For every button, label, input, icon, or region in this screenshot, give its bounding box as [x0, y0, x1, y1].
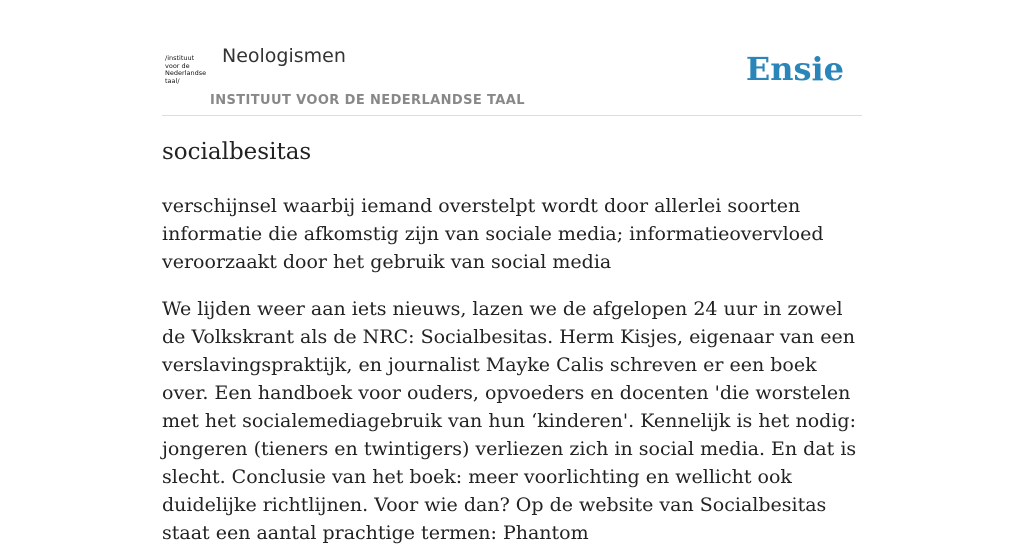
logo-line: /instituut [165, 54, 195, 62]
entry-body: We lijden weer aan iets nieuws, lazen we de afgelopen 24 uur in zowel de Volkskrant als de NRC: Socialbesitas. Herm Kisjes, eigenaar van een verslavingspraktijk, en journalist Mayke Calis schreven er een boek over. Een handboek voor ouders, opvoeders en docenten 'die worstelen met het socialemediagebruik van hun ‘kinderen'. Kennelijk is het nodig: jongeren (tieners en twintigers) verliezen zich in social media. En dat is slecht. Conclusie van het boek: meer voorlichting en wellicht ook duidelijke richtlijnen. Voor wie dan? Op de website van Socialbesitas staat een aantal prachtige termen: Phantom [162, 298, 857, 544]
page-container [162, 0, 862, 544]
logo-line: voor de [165, 61, 190, 70]
logo-line: taal/ [165, 76, 180, 85]
entry-term: socialbesitas [162, 139, 312, 165]
organization-name: INSTITUUT VOOR DE NEDERLANDSE TAAL [210, 93, 525, 108]
site-header [162, 0, 862, 116]
logo-line: Nederlandse [165, 69, 207, 78]
entry-definition: verschijnsel waarbij iemand overstelpt wordt door allerlei soorten informatie die afkomstig zijn van sociale media; informatieovervloed veroorzaakt door het gebruik van social media [162, 195, 824, 273]
site-title[interactable]: Neologismen [222, 45, 346, 67]
ensie-brand-logo[interactable]: Ensie [745, 50, 844, 88]
ivdnt-logo[interactable] [165, 55, 209, 91]
